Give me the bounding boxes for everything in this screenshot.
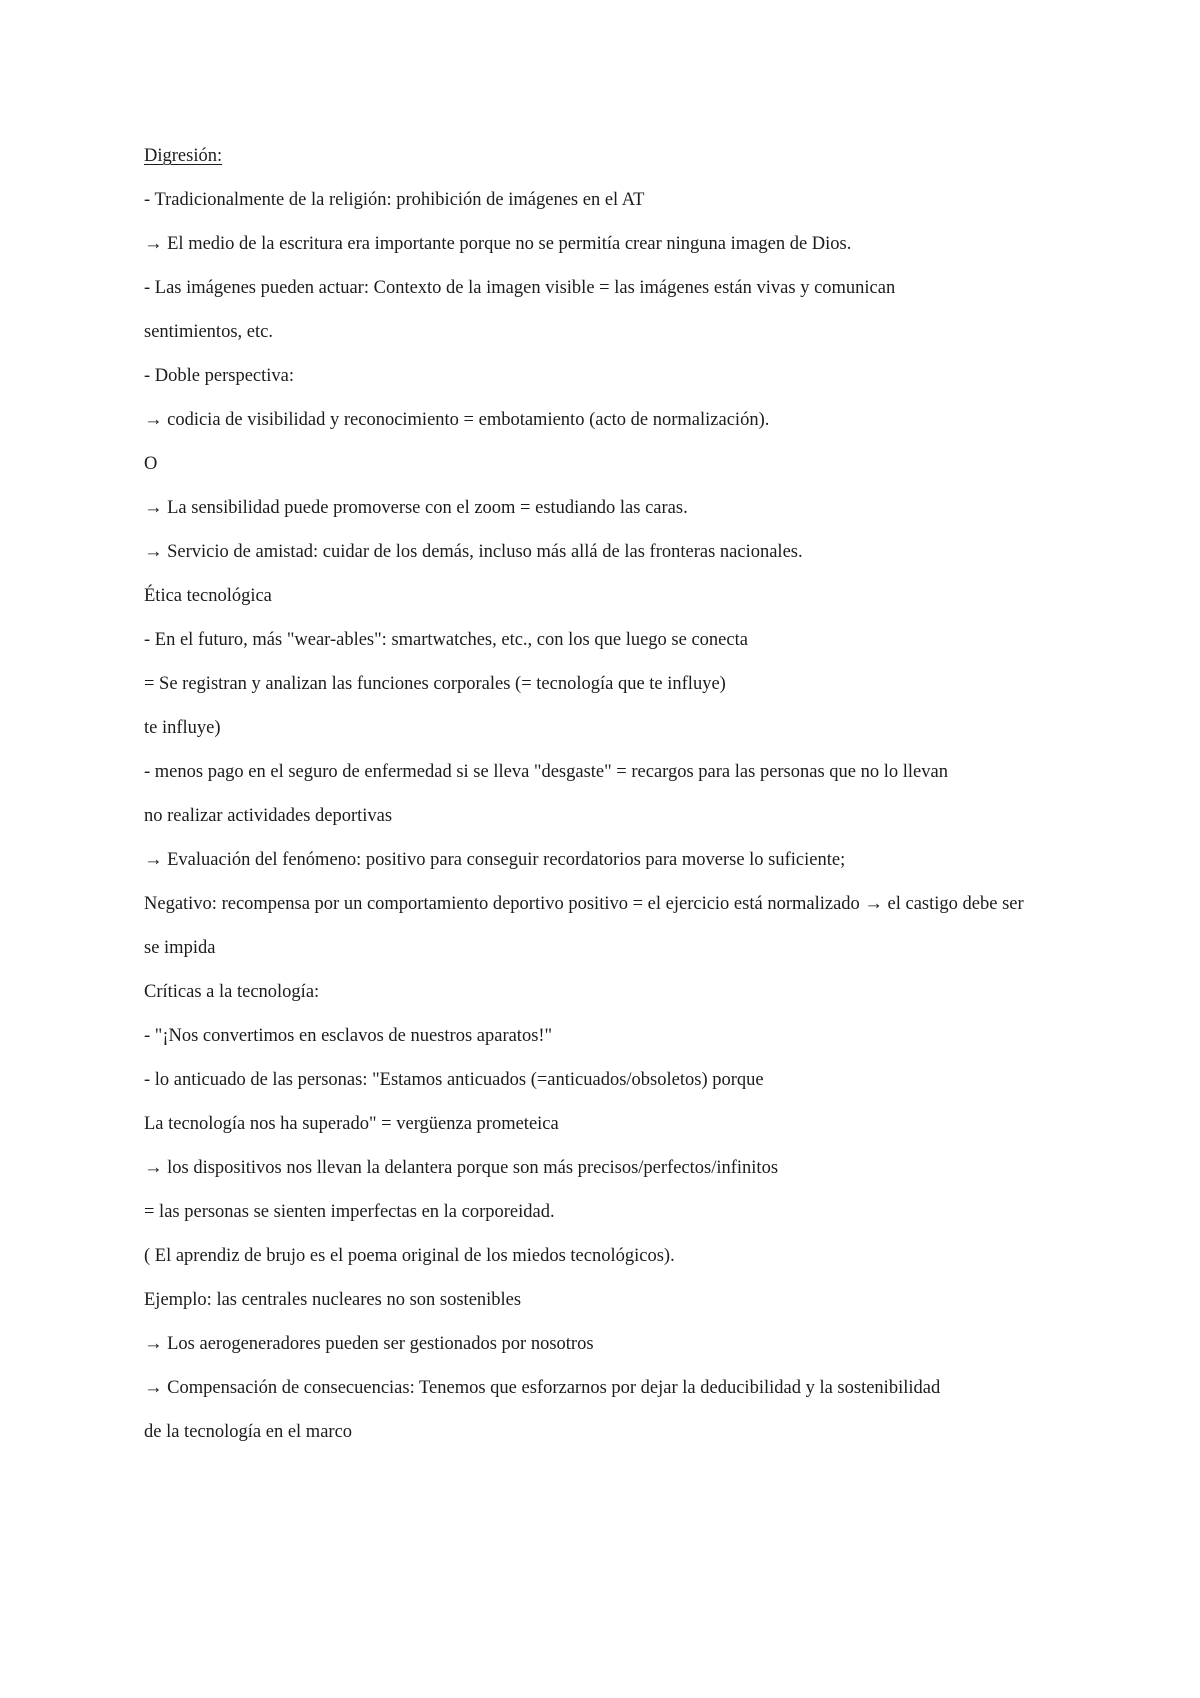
text-line: - lo anticuado de las personas: "Estamos anticuados (=anticuados/obsoletos) porque <box>144 1070 764 1090</box>
text-line: = Se registran y analizan las funciones corporales (= tecnología que te influye) <box>144 674 726 694</box>
text-line: - En el futuro, más "wear-ables": smartwatches, etc., con los que luego se conecta <box>144 630 748 650</box>
text-line: = las personas se sienten imperfectas en la corporeidad. <box>144 1202 555 1222</box>
text-line: te influye) <box>144 718 221 738</box>
text-line: sentimientos, etc. <box>144 322 273 342</box>
text-line: - Tradicionalmente de la religión: prohibición de imágenes en el AT <box>144 190 645 210</box>
text-line: ( El aprendiz de brujo es el poema original de los miedos tecnológicos). <box>144 1246 675 1266</box>
text-line: → Evaluación del fenómeno: positivo para conseguir recordatorios para moverse lo suficiente; <box>144 850 846 870</box>
text-lines <box>144 187 1064 1446</box>
text-line: → los dispositivos nos llevan la delantera porque son más precisos/perfectos/infinitos <box>144 1158 779 1178</box>
text-line: - Doble perspectiva: <box>144 366 294 386</box>
text-line: → La sensibilidad puede promoverse con el zoom = estudiando las caras. <box>144 498 688 518</box>
text-line: → El medio de la escritura era importante porque no se permitía crear ninguna imagen de Dios. <box>144 234 852 254</box>
text-line: - "¡Nos convertimos en esclavos de nuestros aparatos!" <box>144 1026 553 1046</box>
text-line: de la tecnología en el marco <box>144 1422 353 1442</box>
text-line: se impida <box>144 938 216 958</box>
text-line: → codicia de visibilidad y reconocimiento = embotamiento (acto de normalización). <box>144 410 770 430</box>
text-line: no realizar actividades deportivas <box>144 806 393 826</box>
text-line: → Servicio de amistad: cuidar de los demás, incluso más allá de las fronteras nacionales. <box>144 542 803 562</box>
text-line: → Los aerogeneradores pueden ser gestionados por nosotros <box>144 1334 594 1354</box>
text-line: La tecnología nos ha superado" = vergüenza prometeica <box>144 1114 559 1134</box>
text-line: Críticas a la tecnología: <box>144 982 320 1002</box>
document-body <box>144 143 1064 1463</box>
text-line: Negativo: recompensa por un comportamiento deportivo positivo = el ejercicio está normalizado → el castigo debe ser <box>144 894 1024 914</box>
section-heading: Digresión: <box>144 146 223 166</box>
text-line: O <box>144 454 158 474</box>
text-line: → Compensación de consecuencias: Tenemos que esforzarnos por dejar la deducibilidad y la sostenibilidad <box>144 1378 941 1398</box>
text-line: Ética tecnológica <box>144 586 272 606</box>
text-line: Ejemplo: las centrales nucleares no son sostenibles <box>144 1290 522 1310</box>
text-line: - menos pago en el seguro de enfermedad si se lleva "desgaste" = recargos para las personas que no lo llevan <box>144 762 948 782</box>
text-line: - Las imágenes pueden actuar: Contexto de la imagen visible = las imágenes están vivas y comunican <box>144 278 896 298</box>
